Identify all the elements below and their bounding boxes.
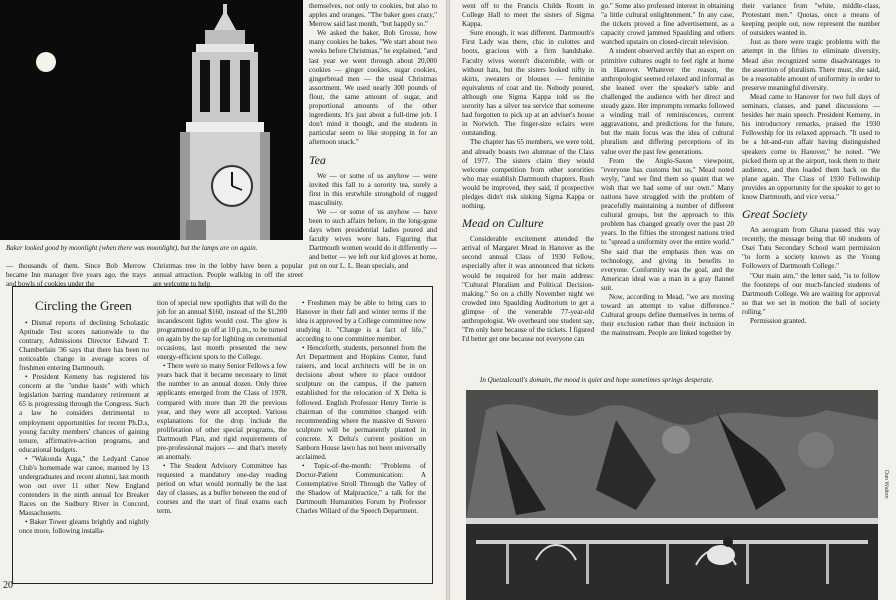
tea-heading: Tea [309, 152, 326, 167]
paragraph: Sure enough, it was different. Dartmouth's First Lady was there, chic in culottes and boots, gracious with a firm handshake. Faculty wives weren't discernible, with or without hats, but the sisters looked nifty in skirts, sweaters or blouses — feminine equivalents of coat and tie. Nobody poured, although one Sigma Kappa told us the sorority has a silver tea service that someone had forgotten to pick up at an adviser's house in Norwich. The finger-size eclairs were outstanding. [462, 29, 594, 138]
paragraph: Mead came to Hanover for two full days of seminars, classes, and panel discussions — besides her main speech. President Kemeny, in his introductory remarks, praised the 1930 Fellowship for its relaxed approach. "It used to be a hit-and-run affair having distinguished speakers come to Hanover," he noted. "We picked them up at the airport, took them to their audience, and then loaded them back on the plane again. The Class of 1930 Fellowship provides an opportunity for the speaker to get to know Dartmouth, and vice versa." [742, 92, 880, 201]
box-title: Circling the Green [35, 298, 132, 313]
mural-illustration [466, 390, 878, 600]
paragraph: We asked the baker, Bob Grosse, how many cookies he bakes. "We start about two weeks before Christmas," he explained, "and last year we went through about 20,000 cookies — ginger cookies, sugar cookies, gingerbread men — the usual Christmas assortment. We used nearly 300 pounds of flour, the same amount of sugar, and proportional amounts of the other ingredients. It's just about a full-time job. I don't mind it though, and the students in particular seem to like stopping in for an afternoon snack." [309, 29, 437, 147]
circling-the-green-box [12, 286, 433, 584]
mural-photo [466, 390, 878, 600]
mead-heading: Mead on Culture [462, 216, 544, 231]
article-column-3 [742, 2, 880, 326]
paragraph: From the Anglo-Saxon viewpoint, "everyone has customs but us," Mead noted wryly, "and we find them so quaint that we wish that we had some of our own." Many nations have struggled with the problem of peacefully maintaining a number of different cultural groups, but the approach to this problem has changed greatly over the past 20 years. In the fifties the strongest nations tried to "spread a uniformity over the entire world." She said that the emphasis then was on technology, and giving its benefits to everyone. Conformity was the goal, and the American ideal was a man in a gray flannel suit. [601, 156, 734, 292]
box-column-3 [296, 299, 426, 516]
paragraph: — thousands of them. Since Bob Merrow became Inn manager five years ago, the trays and bowls of cookies under the [6, 262, 146, 289]
box-item: • The Student Advisory Committee has requested a mandatory one-day reading period on what would normally be the last day of classes, as a buffer between the end of courses and the start of final exams each term. [157, 461, 287, 516]
great-society-heading: Great Society [742, 207, 808, 222]
paragraph: go." Some also professed interest in obtaining "a little cultural enlightenment." In any case, the tickets proved a fine advertisement, as a capacity crowd jammed Spaulding and others watched upstairs on closed-circuit television. [601, 2, 734, 47]
photo-credit: Dan Walton [883, 470, 889, 499]
left-page [0, 0, 446, 600]
box-item: • Henceforth, students, personnel from the Art Department and Hopkins Center, fund raisers, and local architects will be in on decisions about where to place outdoor sculpture on the campus, if the pattern established for the relocation of X Delta is followed. English Professor Henry Terrie is chairman of the committee charged with recommending where the massive di Suvero sculpture will be permanently planted in concrete. X Delta's current position on Sanborn House lawn has not been universally acclaimed. [296, 344, 426, 461]
article-column-1 [462, 2, 594, 344]
paragraph: An aerogram from Ghana passed this way recently, the message being that 60 students of Osei Tutu Secondary School want permission "to form a society known as the Young Followers of Dartmouth College." [742, 226, 880, 271]
article-column-top-right [309, 2, 437, 272]
box-column-1 [19, 319, 149, 536]
paragraph: We — or some of us anyhow — have been to such affairs before, in the long-gone days when presidential ladies poured and faculty wives wore hats. Figuring that Dartmouth women would do it differently — and better — we left our kid gloves at home, put on our L. L. Bean specials, and [309, 207, 437, 271]
paragraph: "Our main aim," the letter said, "is to follow the footsteps of our much-fancied students of Dartmouth College. We are waiting for approval so that we set in motion the ball of society rolling." [742, 271, 880, 316]
box-item: • President Kemeny has registered his concern at the "undue haste" with which legislation barring mandatory retirement at 65 is progressing through the Congress. Such a law he considers detrimental to employment opportunities for recent Ph.D.s, young faculty members' chances of gaining tenure, affirmative-action programs, and educational budgets. [19, 373, 149, 454]
article-column-2 [601, 2, 734, 338]
paragraph: Just as there were tragic problems with the attempt in the fifties to eliminate diversity, Mead also recognized some disadvantages to the assertion of pluralism. There must, she said, be a reasonable amount of uniformity in order to preserve meaningful diversity. [742, 38, 880, 92]
box-item: • Dismal reports of declining Scholastic Aptitude Test scores nationwide to the contrary, Admissions Director Edward T. Chamberlain '36 says that there has been no noticeable change in average scores of freshmen entering Dartmouth. [19, 319, 149, 373]
box-item: • Topic-of-the-month: "Problems of Doctor-Patient Communication: A Contemplative Stroll Through the Valley of the Shadow of Malpractice," a talk for the Dartmouth Humanities Forum by Professor Charles Willard of the Speech Department. [296, 461, 426, 516]
paragraph: Now, according to Mead, "we are moving toward an attempt to value difference." Cultural groups define themselves in terms of their exclusion rather than their inclusion in the mainstream. People are linked together by [601, 293, 734, 338]
paragraph: We — or some of us anyhow — were invited this fall to a sorority tea, surely a first in this erstwhile stronghold of rugged masculinity. [309, 171, 437, 207]
paragraph: Permission granted. [750, 317, 807, 325]
paragraph: themselves, not only to cookies, but also to apples and oranges. "The baker goes crazy," Merrow said last month, "but happily so." [309, 2, 437, 29]
paragraph: Considerable excitement attended the arrival of Margaret Mead in Hanover as the second annual Class of 1930 Fellow, especially after it was announced that tickets would be required for her main address: "Cultural Pluralism and Political Decision-making." So on a chilly November night we crowded into Spaulding Auditorium to get a glimpse of the venerable 77-year-old anthropologist. We overheard one student say, "I'm only here because of the tickets. I figured I'd better get one because not everyone can [462, 235, 594, 344]
paragraph: Christmas tree in the lobby have been a popular annual attraction. People walking in off the street are welcome to help [153, 262, 303, 289]
box-item: • "Wakonda Auga," the Ledyard Canoe Club's homemade war canoe, manned by 13 undergraduates and recent alumni, last month won out over 11 other New England contenders in the ninth annual Ice Breaker Races on the Sudbury River in Concord, Massachusetts. [19, 454, 149, 517]
page-number: 20 [3, 580, 13, 591]
paragraph: A student observed archly that an expert on primitive cultures ought to feel right at home in Hanover. Whatever the reason, the anthropologist seemed relaxed and informal as she leaned over the speaker's table and challenged the audience with her direct and steady gaze. Her impromptu remarks followed a winding trail of reminiscences, current aggravations, and predictions for the future, but the main focus was the idea of cultural pluralism and differing perceptions of its value over the past few generations. [601, 47, 734, 156]
paragraph: The chapter has 65 members, we were told, and already boasts two alumnae of the Class of 1977. The sisters claim they would welcome competition from other sororities who may establish Dartmouth chapters. Rush would be improved, they said, if prospective pledges didn't risk sinking Sigma Kappa or nothing. [462, 138, 594, 211]
box-item: • Baker Tower gleams brightly and nightly once more, following installa- [19, 518, 149, 536]
mural-caption: In Quetzalcoatl's domain, the mood is quiet and hope sometimes springs desperate. [480, 376, 714, 384]
box-column-2 [157, 299, 287, 516]
photo-caption: Baker looked good by moonlight (when there was moonlight), but the lamps are on again. [6, 244, 258, 252]
right-page [450, 0, 896, 600]
box-item: • Freshmen may be able to bring cars to Hanover in their fall and winter terms if the idea is approved by a College committee now studying it. "Change is a fact of life," according to one committee member. [296, 299, 426, 344]
box-item: • There were so many Senior Fellows a few years back that it became necessary to limit the number to an annual dozen. Only three applicants emerged from the Class of 1978, compared with more than 20 the previous year, and they were all accepted. Various explanations for the drop include the proliferation of other special programs, the Dartmouth Plan, and rigid requirements of pre-professional majors — and that's merely an anomaly. [157, 362, 287, 461]
baker-tower-photo [0, 0, 303, 240]
paragraph: their variance from "white, middle-class, Protestant men." Quotas, once a means of keeping people out, now represent the number of outsiders wanted in. [742, 2, 880, 38]
baker-tower-illustration [0, 0, 303, 240]
paragraph: went off to the Francis Childs Room in College Hall to meet the sisters of Sigma Kappa. [462, 2, 594, 29]
box-item: tion of special new spotlights that will do the job for an annual $160, instead of the $1,200 incandescent lights would cost. The glow is programmed to go off at 10 p.m., to be turned on again by the tap for lighting on ceremonial occasions, last month presented the new energy-efficient spots to the College. [157, 299, 288, 362]
